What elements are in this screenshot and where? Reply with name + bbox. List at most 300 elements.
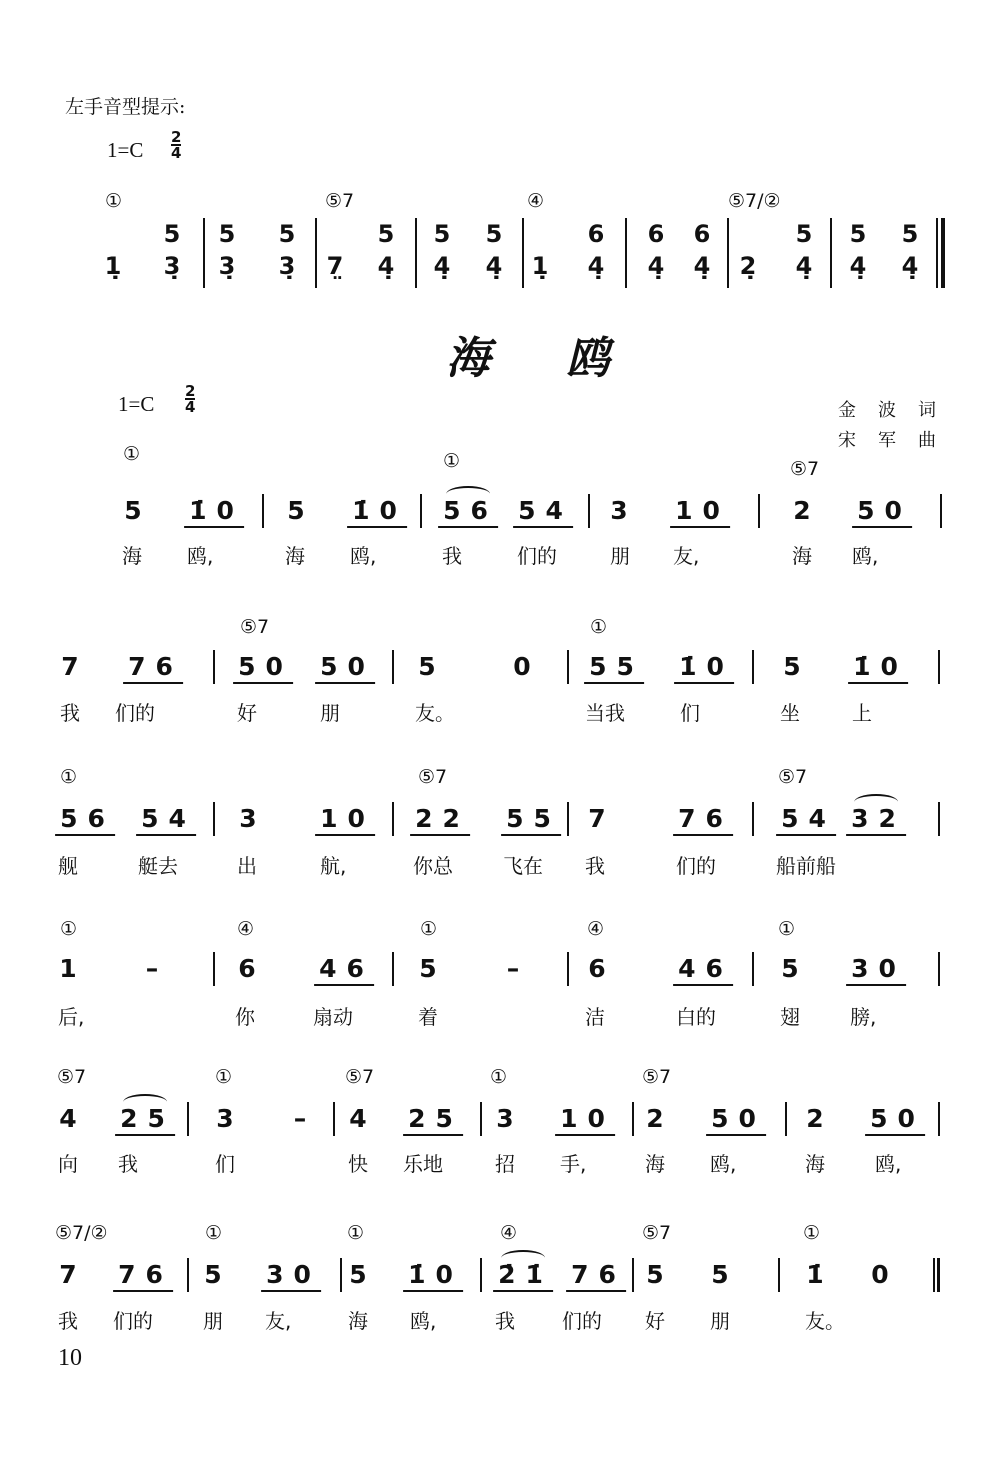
note-text: 5 [646,1260,664,1289]
lyric-text: 后, [58,1005,85,1029]
lyric-text: 白的 [676,1005,716,1029]
note-text: 5 [349,1260,367,1289]
barline [392,952,394,986]
chord-marker: ⑤7 [778,766,808,788]
note-text: 10 [675,496,730,525]
barline [333,1102,335,1136]
lyric-text: 好 [237,701,257,725]
beamed-note-group [314,954,374,986]
note [349,1260,366,1289]
slur-mark [446,486,490,502]
note-upper: 5 [433,220,451,248]
lyric-text: 们的 [517,544,557,568]
lyric-text: 鸥, [875,1152,902,1176]
note-text: 4 [59,1104,77,1133]
barline [392,650,394,684]
note-text: 5 [418,652,436,681]
lyric-text: 我 [118,1152,138,1176]
chord-marker: ① [60,918,78,940]
note-lower: 3̣ [218,252,236,280]
barline [727,218,729,288]
lyric-text: 洁 [585,1005,605,1029]
note-lower: 4̣ [647,252,665,280]
note [349,1104,366,1133]
note-text: 3 [216,1104,234,1133]
note-lower: 4̣ [849,252,867,280]
note [513,652,530,681]
song-time-signature [185,384,195,414]
barline [213,952,215,986]
note [610,496,627,525]
beamed-note-group [403,1260,463,1292]
beamed-note-group [55,804,115,836]
note-text: 54 [141,804,196,833]
barline [567,802,569,836]
note-text: 6 [588,954,606,983]
note-text: 25 [120,1104,175,1133]
note-text: 2 [793,496,811,525]
note-text: 10 [320,804,375,833]
note [59,1260,76,1289]
lyric-text: 们 [215,1152,235,1176]
note-text: 2 [646,1104,664,1133]
barline [938,952,940,986]
lyric-text: 船前船 [776,854,836,878]
note-text: 0 [871,1260,889,1289]
note-text: 25 [408,1104,463,1133]
note [793,496,810,525]
barline [420,494,422,528]
lyric-text: 飞在 [503,854,543,878]
note-text: 0 [513,652,531,681]
beamed-note-group [501,804,561,836]
beamed-note-group [852,496,912,528]
beamed-note-group [113,1260,173,1292]
note [61,652,78,681]
note [124,496,141,525]
intro-key-signature: 1=C [107,138,144,162]
chord-marker: ① [123,443,141,465]
lyric-text: 们的 [676,854,716,878]
chord-marker: ① [490,1066,508,1088]
note-text: 30 [266,1260,321,1289]
lyric-text: 友, [265,1309,292,1333]
barline [588,494,590,528]
beamed-note-group [584,652,644,684]
note-text: 55 [506,804,561,833]
lyric-text: 海 [348,1309,368,1333]
beamed-note-group [233,652,293,684]
lyric-text: 海 [122,544,142,568]
note-text: 50 [238,652,293,681]
lyric-text: 朋 [203,1309,223,1333]
note [781,954,798,983]
note-text: 7 [61,652,79,681]
note-text: 6 [238,954,256,983]
lyric-text: 鸥, [410,1309,437,1333]
beamed-note-group [846,804,906,836]
chord-marker: ⑤7 [345,1066,375,1088]
barline [262,494,264,528]
beamed-note-group [493,1260,553,1292]
lyric-text: 我 [60,701,80,725]
lyric-text: 们的 [115,701,155,725]
lyric-text: 朋 [320,701,340,725]
chord-marker: ⑤7/② [728,190,781,212]
chord-marker: ① [105,190,123,212]
note-text: 54 [518,496,573,525]
lyric-text: 出 [237,854,257,878]
note-upper: 5 [849,220,867,248]
lyric-text: 膀, [850,1005,877,1029]
lyric-text: 航, [320,854,347,878]
slur-mark [123,1094,167,1110]
lyric-text: 快 [348,1152,368,1176]
beamed-note-group [566,1260,626,1292]
note [59,954,76,983]
final-barline [936,218,945,288]
note-text: – [293,1104,307,1133]
note-lower: 4̣ [485,252,503,280]
beamed-note-group [555,1104,615,1136]
note-text: 46 [319,954,374,983]
barline [480,1258,482,1292]
barline [567,952,569,986]
note [287,496,304,525]
beamed-note-group [865,1104,925,1136]
chord-marker: ① [347,1222,365,1244]
note-text: 76 [571,1260,626,1289]
lyric-text: 我 [58,1309,78,1333]
lyric-text: 海 [645,1152,665,1176]
barline [938,802,940,836]
note-lower: 1̣ [531,252,549,280]
barline [187,1102,189,1136]
page-number: 10 [58,1345,82,1371]
note-text: 32 [851,804,906,833]
note [146,954,159,983]
barline [830,218,832,288]
note-text: 3 [496,1104,514,1133]
chord-marker: ① [420,918,438,940]
left-hand-pattern-hint: 左手音型提示: [65,96,186,118]
lyric-text: 上 [852,701,872,725]
time-top: 2 [171,128,182,146]
note [711,1260,728,1289]
song-title-char-1: 海 [446,333,490,384]
barline [938,1102,940,1136]
slur-mark [854,794,898,810]
final-barline [933,1258,940,1292]
note-text: 5 [781,954,799,983]
beamed-note-group [706,1104,766,1136]
barline [315,218,317,288]
lyric-text: 友。 [805,1309,845,1333]
note-text: – [145,954,159,983]
lyric-text: 友。 [415,701,455,725]
chord-marker: ⑤7 [642,1066,672,1088]
barline [632,1102,634,1136]
note [294,1104,307,1133]
note-text: 1̇ [806,1260,824,1289]
chord-marker: ⑤7 [57,1066,87,1088]
beamed-note-group [670,496,730,528]
lyric-text: 鸥, [350,544,377,568]
beamed-note-group [673,804,733,836]
chord-marker: ⑤7/② [55,1222,108,1244]
barline [392,802,394,836]
lyric-text: 向 [58,1152,78,1176]
barline [415,218,417,288]
barline [752,952,754,986]
composer-credit: 宋军曲 [838,430,958,451]
note-text: 3 [610,496,628,525]
note-lower: 4̣ [901,252,919,280]
lyric-text: 海 [805,1152,825,1176]
note-upper: 6 [587,220,605,248]
note-text: – [506,954,520,983]
note-text: 54 [781,804,836,833]
beamed-note-group [846,954,906,986]
note-upper: 5 [218,220,236,248]
note-lower: 3̣ [163,252,181,280]
note-upper: 5 [163,220,181,248]
beamed-note-group [848,652,908,684]
note-lower: 2̣ [739,252,757,280]
lyric-text: 好 [645,1309,665,1333]
beamed-note-group [438,496,498,528]
beamed-note-group [136,804,196,836]
barline [752,802,754,836]
lyric-text: 朋 [610,544,630,568]
beamed-note-group [115,1104,175,1136]
chord-marker: ① [803,1222,821,1244]
beamed-note-group [776,804,836,836]
note-text: 2 [806,1104,824,1133]
note-lower: 4̣ [377,252,395,280]
chord-marker: ④ [587,918,605,940]
note [588,804,605,833]
note [59,1104,76,1133]
beamed-note-group [315,652,375,684]
intro-time-signature [171,130,181,160]
note [806,1260,823,1289]
barline [632,1258,634,1292]
time-bottom: 4 [185,398,196,416]
barline [625,218,627,288]
barline [340,1258,342,1292]
note-upper: 5 [377,220,395,248]
barline [522,218,524,288]
chord-marker: ① [205,1222,223,1244]
chord-marker: ⑤7 [325,190,355,212]
lyric-text: 我 [585,854,605,878]
barline [213,650,215,684]
slur-mark [501,1250,545,1266]
beamed-note-group [513,496,573,528]
note-lower: 4̣ [587,252,605,280]
lyric-text: 海 [792,544,812,568]
beamed-note-group [347,496,407,528]
note-lower: 4̣ [693,252,711,280]
chord-marker: ① [778,918,796,940]
lyric-text: 坐 [780,701,800,725]
lyric-text: 扇动 [313,1005,353,1029]
note-lower: 3̣ [278,252,296,280]
beamed-note-group [261,1260,321,1292]
note-text: 5 [419,954,437,983]
note-text: 2̇1̇ [498,1260,553,1289]
chord-marker: ① [443,450,461,472]
note-lower: 4̣ [433,252,451,280]
note-upper: 5 [901,220,919,248]
note-text: 1̇0 [679,652,734,681]
barline [938,650,940,684]
chord-marker: ⑤7 [418,766,448,788]
note [239,804,256,833]
chord-marker: ④ [237,918,255,940]
note-text: 50 [870,1104,925,1133]
barline [758,494,760,528]
note-text: 10 [560,1104,615,1133]
note-text: 5 [124,496,142,525]
lyric-text: 乐地 [403,1152,443,1176]
note-text: 50 [857,496,912,525]
note-lower: 7̤ [326,252,344,280]
lyric-text: 当我 [585,701,625,725]
beamed-note-group [673,954,733,986]
chord-marker: ① [590,616,608,638]
barline [940,494,942,528]
lyricist-credit: 金波词 [838,400,958,421]
note [419,954,436,983]
chord-marker: ⑤7 [790,458,820,480]
note-text: 5 [204,1260,222,1289]
note-upper: 5 [485,220,503,248]
lyric-text: 们的 [113,1309,153,1333]
chord-marker: ④ [527,190,545,212]
barline [752,650,754,684]
note-text: 22 [415,804,470,833]
note-text: 76 [128,652,183,681]
chord-marker: ⑤7 [240,616,270,638]
note [871,1260,888,1289]
note-text: 76 [118,1260,173,1289]
song-key-signature: 1=C [118,392,155,416]
note-text: 4 [349,1104,367,1133]
note-text: 5 [711,1260,729,1289]
note-text: 56 [60,804,115,833]
note-text: 56 [443,496,498,525]
beamed-note-group [315,804,375,836]
note [806,1104,823,1133]
note-text: 50 [711,1104,766,1133]
note-text: 46 [678,954,733,983]
chord-marker: ① [215,1066,233,1088]
lyric-text: 手, [560,1152,587,1176]
note-upper: 6 [647,220,665,248]
note-lower: 1̣ [104,252,122,280]
note [216,1104,233,1133]
note-text: 30 [851,954,906,983]
lyric-text: 艇去 [138,854,178,878]
note-upper: 5 [795,220,813,248]
note-upper: 6 [693,220,711,248]
note-text: 1̇0 [189,496,244,525]
note-text: 5 [783,652,801,681]
beamed-note-group [410,804,470,836]
lyric-text: 鸥, [187,544,214,568]
note-text: 3 [239,804,257,833]
barline [213,802,215,836]
note-text: 1 [59,954,77,983]
note-lower: 4̣ [795,252,813,280]
note-text: 1̇0 [352,496,407,525]
note [646,1260,663,1289]
barline [785,1102,787,1136]
lyric-text: 我 [495,1309,515,1333]
lyric-text: 我 [442,544,462,568]
lyric-text: 你 [235,1005,255,1029]
barline [187,1258,189,1292]
note [418,652,435,681]
note [588,954,605,983]
beamed-note-group [184,496,244,528]
note [646,1104,663,1133]
song-title-char-2: 鸥 [566,333,610,384]
beamed-note-group [123,652,183,684]
note-text: 1̇0 [853,652,908,681]
note-text: 55 [589,652,644,681]
lyric-text: 鸥, [852,544,879,568]
note-upper: 5 [278,220,296,248]
chord-marker: ① [60,766,78,788]
note [204,1260,221,1289]
barline [567,650,569,684]
barline [203,218,205,288]
note-text: 5 [287,496,305,525]
chord-marker: ④ [500,1222,518,1244]
lyric-text: 翅 [780,1005,800,1029]
beamed-note-group [403,1104,463,1136]
lyric-text: 舰 [58,854,78,878]
barline [778,1258,780,1292]
note-text: 7 [588,804,606,833]
note [783,652,800,681]
time-top: 2 [185,382,196,400]
note [238,954,255,983]
time-bottom: 4 [171,144,182,162]
lyric-text: 招 [495,1152,515,1176]
lyric-text: 你总 [413,854,453,878]
lyric-text: 着 [418,1005,438,1029]
lyric-text: 友, [673,544,700,568]
note [507,954,520,983]
note-text: 76 [678,804,733,833]
note-text: 7 [59,1260,77,1289]
lyric-text: 们 [680,701,700,725]
lyric-text: 朋 [710,1309,730,1333]
lyric-text: 们的 [562,1309,602,1333]
beamed-note-group [674,652,734,684]
chord-marker: ⑤7 [642,1222,672,1244]
lyric-text: 海 [285,544,305,568]
note [496,1104,513,1133]
note-text: 1̇0 [408,1260,463,1289]
lyric-text: 鸥, [710,1152,737,1176]
barline [480,1102,482,1136]
note-text: 50 [320,652,375,681]
